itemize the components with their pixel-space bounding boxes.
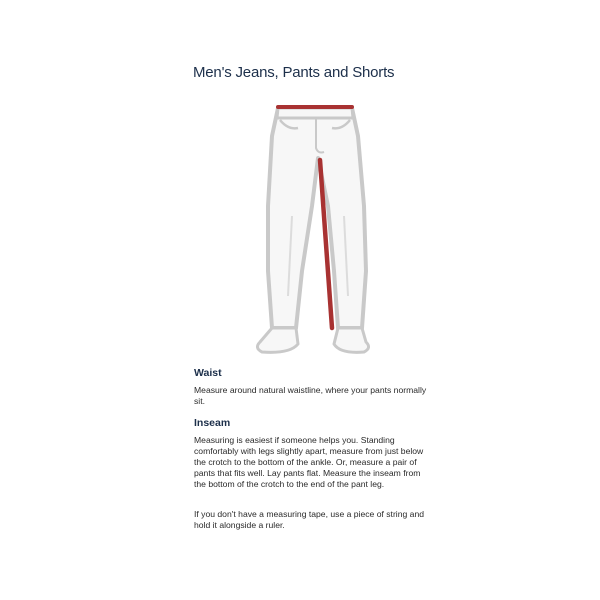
tip-section [194, 509, 434, 531]
inseam-text: Measuring is easiest if someone helps you. Standing comfortably with legs slightly apart, measure from just below the crotch to the bottom of the ankle. Or, measure a pair of pants that fits well. Lay pants flat. Measure the inseam from the bottom of the crotch to the end of the pant leg. [194, 435, 424, 489]
waistband-outline [277, 108, 353, 118]
page-title: Men's Jeans, Pants and Shorts [193, 64, 395, 81]
tip-text: If you don't have a measuring tape, use a piece of string and hold it alongside a ruler. [194, 509, 425, 530]
inseam-section [194, 417, 434, 490]
right-shoe-outline [334, 328, 369, 352]
waist-text: Measure around natural waistline, where your pants normally sit. [194, 385, 427, 406]
waist-heading: Waist [194, 367, 222, 379]
left-shoe-outline [257, 328, 298, 352]
waist-section [194, 367, 434, 407]
pants-measurement-diagram-icon [240, 96, 390, 366]
inseam-heading: Inseam [194, 417, 231, 429]
